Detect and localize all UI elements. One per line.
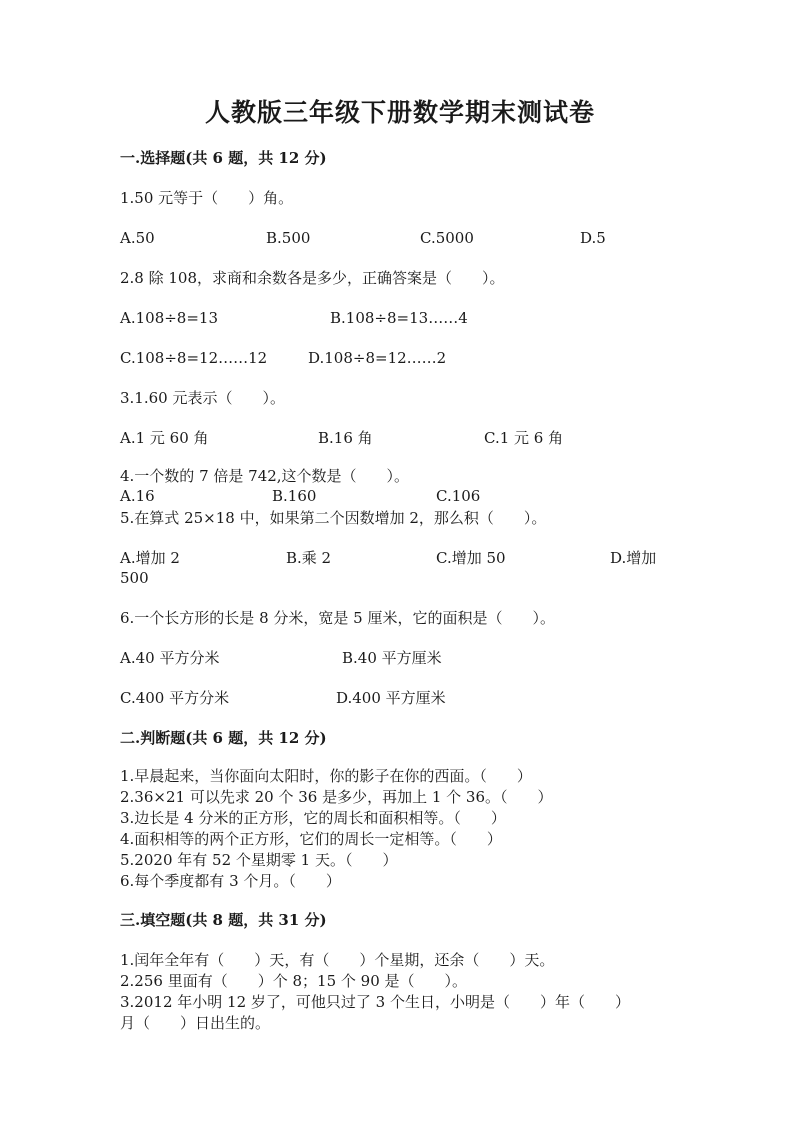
question-1-option-a: A.50 [120, 229, 155, 247]
page-title: 人教版三年级下册数学期末测试卷 [204, 98, 595, 127]
fill-in-item: 1.闰年全年有（ ）天，有（ ）个星期，还余（ ）天。 [120, 951, 555, 969]
question-2-option-d: D.108÷8=12……2 [308, 349, 447, 367]
question-4-option-b: B.160 [272, 487, 317, 505]
question-4-option-a: A.16 [120, 487, 155, 505]
judgement-item: 3.边长是 4 分米的正方形，它的周长和面积相等。（ ） [120, 809, 506, 827]
question-1-option-c: C.5000 [420, 229, 474, 247]
question-2-option-b: B.108÷8=13……4 [330, 309, 468, 327]
question-1-stem: 1.50 元等于（ ）角。 [120, 189, 294, 207]
question-6-option-d: D.400 平方厘米 [336, 689, 446, 707]
question-6-option-c: C.400 平方分米 [120, 689, 230, 707]
question-2-option-c: C.108÷8=12……12 [120, 349, 268, 367]
fill-in-item-continued: 月（ ）日出生的。 [120, 1014, 271, 1032]
question-3-stem: 3.1.60 元表示（ ）。 [120, 389, 285, 407]
question-2-stem: 2.8 除 108，求商和余数各是多少，正确答案是（ ）。 [120, 269, 505, 287]
question-5-option-b: B.乘 2 [286, 549, 332, 567]
question-6-option-a: A.40 平方分米 [120, 649, 220, 667]
judgement-item: 5.2020 年有 52 个星期零 1 天。（ ） [120, 851, 398, 869]
question-5-option-d: D.增加 [610, 549, 657, 567]
judgement-item: 1.早晨起来，当你面向太阳时，你的影子在你的西面。（ ） [120, 767, 532, 785]
question-6-stem: 6.一个长方形的长是 8 分米，宽是 5 厘米，它的面积是（ ）。 [120, 609, 555, 627]
question-6-option-b: B.40 平方厘米 [342, 649, 442, 667]
fill-in-item: 3.2012 年小明 12 岁了，可他只过了 3 个生日，小明是（ ）年（ ） [120, 993, 630, 1011]
question-3-option-c: C.1 元 6 角 [484, 429, 564, 447]
question-1-option-b: B.500 [266, 229, 311, 247]
question-5-option-c: C.增加 50 [436, 549, 506, 567]
judgement-item: 6.每个季度都有 3 个月。（ ） [120, 872, 341, 890]
question-4-stem: 4.一个数的 7 倍是 742,这个数是（ ）。 [120, 467, 410, 485]
question-5-option-d-continued: 500 [120, 569, 149, 587]
question-3-option-a: A.1 元 60 角 [120, 429, 209, 447]
fill-in-item: 2.256 里面有（ ）个 8；15 个 90 是（ ）。 [120, 972, 468, 990]
judgement-item: 4.面积相等的两个正方形，它们的周长一定相等。（ ） [120, 830, 502, 848]
judgement-item: 2.36×21 可以先求 20 个 36 是多少，再加上 1 个 36。（ ） [120, 788, 553, 806]
question-5-option-a: A.增加 2 [120, 549, 180, 567]
section-heading-fill-in: 三.填空题(共 8 题，共 31 分) [120, 911, 327, 929]
question-4-option-c: C.106 [436, 487, 481, 505]
section-heading-judgement: 二.判断题(共 6 题，共 12 分) [120, 729, 327, 747]
question-3-option-b: B.16 角 [318, 429, 373, 447]
question-5-stem: 5.在算式 25×18 中，如果第二个因数增加 2，那么积（ ）。 [120, 509, 547, 527]
question-1-option-d: D.5 [580, 229, 606, 247]
question-2-option-a: A.108÷8=13 [120, 309, 218, 327]
section-heading-choice: 一.选择题(共 6 题，共 12 分) [120, 149, 327, 167]
